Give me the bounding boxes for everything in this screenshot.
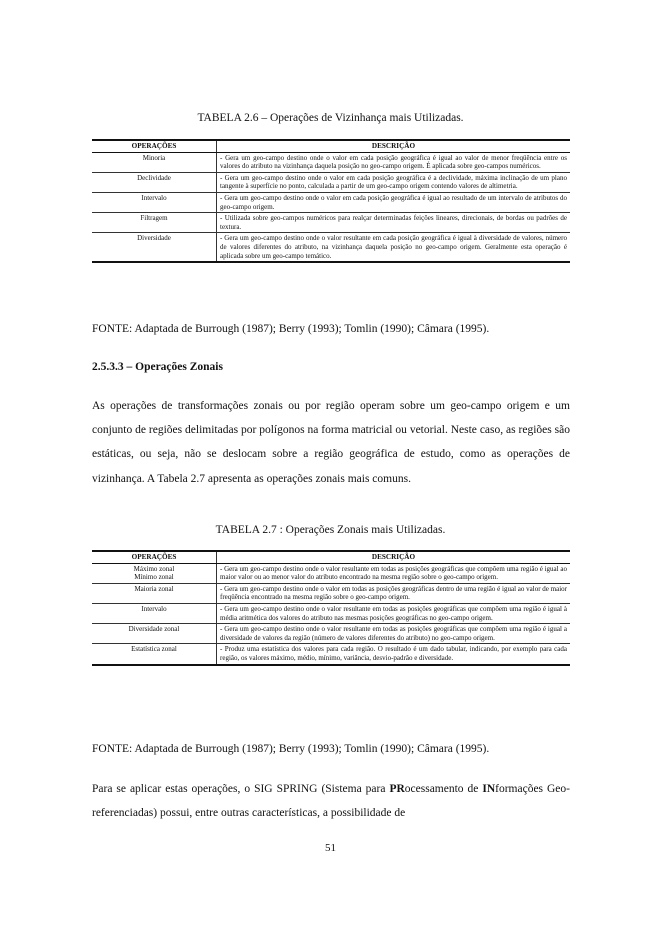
page-number: 51 <box>325 842 336 854</box>
section-title: 2.5.3.3 – Operações Zonais <box>92 361 223 373</box>
operation-cell <box>92 172 217 192</box>
table-row <box>92 192 570 212</box>
table-row <box>92 603 570 623</box>
table1-header-operacoes: OPERAÇÕES <box>92 140 217 152</box>
table-row <box>92 152 570 172</box>
description-cell: - Gera um geo-campo destino onde o valor resultante em todas as posições geográficas que compõem uma região é igual à média aritmética dos valores do atributo nas mesmas posições geográficas no geo-campo origem. <box>217 603 571 623</box>
paragraph-spring <box>92 777 570 825</box>
description-cell: - Gera um geo-campo destino onde o valor resultante em todas as posições geográficas que compõem uma região é igual a diversidade de valores da região (número de valores diferentes do atributo) no geo-campo origem. <box>217 624 571 644</box>
table-row <box>92 583 570 603</box>
description-cell: - Gera um geo-campo destino onde o valor em cada posição geográfica é igual ao valor de menor freqüência entre os valores do atributo na vizinhança daquela posição no geo-campo origem. É aplicada sobre geo-campos numéricos. <box>217 152 571 172</box>
table1-header-row <box>92 140 570 152</box>
paragraph-zonal-operations: As operações de transformações zonais ou por região operam sobre um geo-campo origem e um conjunto de regiões delimitadas por polígonos na forma matricial ou vetorial. Neste caso, as regiões são estáticas, ou seja, não se deslocam sobre a região geográfica de estudo, como as operações de vizinhança. A Tabela 2.7 apresenta as operações zonais mais comuns. <box>92 400 570 485</box>
paragraph-spring-bold-pr: PR <box>389 783 405 795</box>
operation-name: Máximo zonal <box>133 564 175 573</box>
description-cell: - Utilizada sobre geo-campos numéricos para realçar determinadas feições lineares, direcionais, de bordas ou padrões de textura. <box>217 213 571 233</box>
operation-name: Mínimo zonal <box>134 573 174 582</box>
operation-cell <box>92 624 217 644</box>
table-row <box>92 233 570 262</box>
paragraph-spring-text-3: formações Geo-referenciadas) possui, entre outras características, a possibilidade de <box>92 783 570 820</box>
description-cell: - Gera um geo-campo destino onde o valor resultante em todas as posições geográficas que compõem uma região é igual ao maior valor ou ao menor valor do atributo encontrado na mesma região sobre o geo-campo origem. <box>217 563 571 583</box>
table1-caption: TABELA 2.6 – Operações de Vizinhança mais Utilizadas. <box>197 112 464 124</box>
operation-cell <box>92 233 217 262</box>
operation-cell <box>92 152 217 172</box>
operation-name: Minoria <box>142 153 166 162</box>
table-row <box>92 624 570 644</box>
operation-name: Filtragem <box>140 214 168 223</box>
table2-header-row <box>92 551 570 563</box>
operation-name: Maioria zonal <box>134 584 174 593</box>
paragraph-spring-bold-in: IN <box>482 783 496 795</box>
table2 <box>92 550 570 666</box>
operation-cell <box>92 563 217 583</box>
operation-cell <box>92 192 217 212</box>
table-row <box>92 172 570 192</box>
paragraph-spring-text-2: ocessamento de <box>404 783 483 795</box>
table-row <box>92 213 570 233</box>
table2-source: FONTE: Adaptada de Burrough (1987); Berry (1993); Tomlin (1990); Câmara (1995). <box>92 743 490 755</box>
table2-header-operacoes: OPERAÇÕES <box>92 551 217 563</box>
table1 <box>92 139 570 263</box>
operation-cell <box>92 644 217 665</box>
description-cell: - Gera um geo-campo destino onde o valor em cada posição geográfica é igual ao resultado de um intervalo de atributos do geo-campo origem. <box>217 192 571 212</box>
table1-header-descricao: DESCRIÇÃO <box>217 140 571 152</box>
table-row <box>92 563 570 583</box>
table1-body <box>92 152 570 262</box>
paragraph-spring-text-1: Para se aplicar estas operações, o SIG SPRING (Sistema para <box>92 783 390 795</box>
operation-name: Intervalo <box>141 193 167 202</box>
operation-name: Diversidade zonal <box>128 625 180 634</box>
operation-cell <box>92 583 217 603</box>
table-row <box>92 644 570 665</box>
description-cell: - Gera um geo-campo destino onde o valor em cada posição geográfica é a declividade, máxima inclinação de um plano tangente à superfície no ponto, calculada a partir de um geo-campo origem contendo valores de altimetria. <box>217 172 571 192</box>
operation-name: Estatística zonal <box>131 645 177 654</box>
operation-name: Intervalo <box>141 604 167 613</box>
operation-cell <box>92 603 217 623</box>
operation-name: Declividade <box>137 173 171 182</box>
table2-caption: TABELA 2.7 : Operações Zonais mais Utilizadas. <box>215 524 446 536</box>
operation-name: Diversidade <box>137 234 171 243</box>
description-cell: - Gera um geo-campo destino onde o valor resultante em cada posição geográfica é igual à diversidade de valores, número de valores diferentes do atributo, na vizinhança daquela posição no geo-campo origem. Geralmente esta operação é aplicada sobre um geo-campo temático. <box>217 233 571 262</box>
table1-source: FONTE: Adaptada de Burrough (1987); Berry (1993); Tomlin (1990); Câmara (1995). <box>92 323 490 335</box>
description-cell: - Produz uma estatística dos valores para cada região. O resultado é um dado tabular, indicando, por exemplo para cada região, os valores máximo, médio, mínimo, variância, desvio-padrão e diversidade. <box>217 644 571 665</box>
table2-body <box>92 563 570 664</box>
table2-header-descricao: DESCRIÇÃO <box>217 551 571 563</box>
description-cell: - Gera um geo-campo destino onde o valor em todas as posições geográficas dentro de uma região é igual ao valor de maior freqüência encontrado na mesma região sobre o geo-campo origem. <box>217 583 571 603</box>
operation-cell <box>92 213 217 233</box>
